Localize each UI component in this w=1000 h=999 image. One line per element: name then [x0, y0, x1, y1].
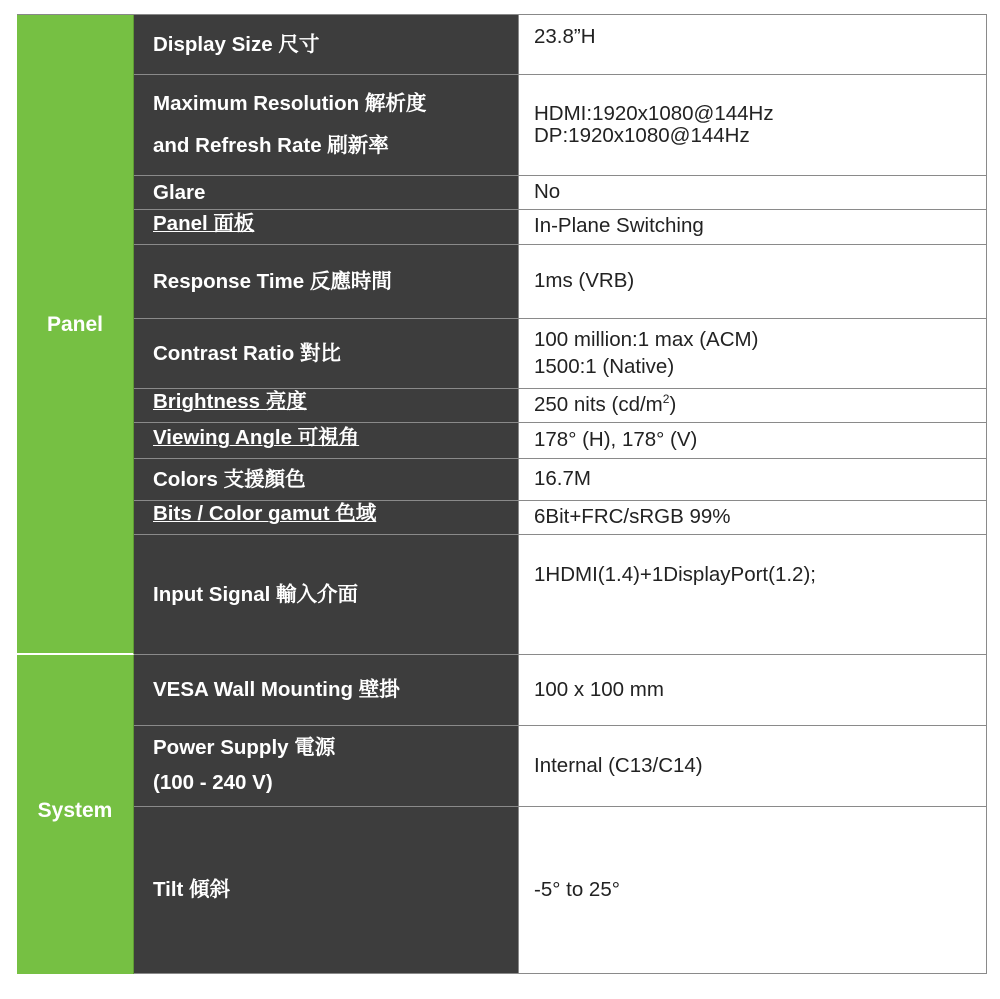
value-colors: [518, 459, 987, 501]
label-response-time: [134, 245, 518, 319]
value-text: 100 x 100 mm: [534, 677, 664, 701]
value-text: [534, 393, 986, 418]
value-text: In-Plane Switching: [534, 214, 704, 237]
value-text-line-1: HDMI:1920x1080@144Hz: [534, 102, 774, 126]
label-text: Contrast Ratio 對比: [153, 341, 341, 365]
label-input-signal: [134, 535, 518, 655]
value-text: 1HDMI(1.4)+1DisplayPort(1.2);: [534, 563, 816, 586]
label-brightness: [134, 389, 518, 423]
value-response-time: [518, 245, 987, 319]
value-text: 6Bit+FRC/sRGB 99%: [534, 505, 731, 528]
label-color-gamut: [134, 501, 518, 535]
group-system-label: System: [37, 798, 113, 822]
value-viewing-angle: [518, 423, 987, 459]
value-text-line-2: 1500:1 (Native): [534, 354, 675, 378]
value-contrast-ratio: [518, 319, 987, 389]
label-colors: [134, 459, 518, 501]
value-text: 1ms (VRB): [534, 269, 635, 293]
label-viewing-angle: [134, 423, 518, 459]
label-contrast-ratio: [134, 319, 518, 389]
label-text-line-1: Maximum Resolution 解析度: [153, 91, 427, 115]
value-text-line-2: DP:1920x1080@144Hz: [534, 124, 750, 147]
value-power-supply: [518, 726, 987, 807]
label-vesa-mount: [134, 655, 518, 726]
value-brightness: [518, 389, 987, 423]
value-glare: [518, 176, 987, 210]
value-input-signal: [518, 535, 987, 655]
group-system: [17, 655, 134, 974]
value-text: 178° (H), 178° (V): [534, 428, 698, 452]
value-max-resolution: [518, 75, 987, 176]
value-text: 23.8”H: [534, 25, 596, 48]
label-text: Display Size 尺寸: [153, 32, 320, 56]
label-text: Panel 面板: [153, 212, 255, 236]
value-tilt: [518, 807, 987, 974]
value-text: -5° to 25°: [534, 877, 620, 901]
label-text-line-2: (100 - 240 V): [153, 771, 273, 794]
group-panel-label: Panel: [46, 313, 104, 336]
label-max-resolution: [134, 75, 518, 176]
value-display-size: [518, 15, 987, 75]
label-tilt: [134, 807, 518, 974]
value-text-close: ): [669, 393, 677, 417]
value-text-main: 250 nits (cd/m: [534, 393, 663, 417]
value-panel: [518, 210, 987, 245]
label-display-size: [134, 15, 518, 75]
label-text: Brightness 亮度: [153, 390, 307, 414]
value-text: Internal (C13/C14): [534, 753, 703, 777]
label-text: Input Signal 輸入介面: [153, 582, 358, 606]
label-panel: [134, 210, 518, 245]
spec-table: [17, 14, 987, 974]
label-text: Tilt 傾斜: [153, 878, 231, 902]
label-text: Response Time 反應時間: [153, 269, 392, 293]
value-text: No: [534, 180, 561, 204]
label-power-supply: [134, 726, 518, 807]
label-text: Colors 支援顏色: [153, 467, 306, 491]
label-text-line-2: and Refresh Rate 刷新率: [153, 134, 389, 157]
value-text: 16.7M: [534, 467, 591, 491]
group-panel: [17, 15, 134, 655]
value-text-superscript: 2: [662, 392, 670, 407]
value-color-gamut: [518, 501, 987, 535]
label-text-line-1: Power Supply 電源: [153, 736, 336, 760]
label-glare: [134, 176, 518, 210]
label-text: Bits / Color gamut 色域: [153, 502, 377, 526]
label-text: VESA Wall Mounting 壁掛: [153, 678, 400, 702]
label-text: Viewing Angle 可視角: [153, 426, 360, 450]
value-text-line-1: 100 million:1 max (ACM): [534, 327, 759, 351]
value-vesa-mount: [518, 655, 987, 726]
label-text: Glare: [153, 180, 206, 204]
